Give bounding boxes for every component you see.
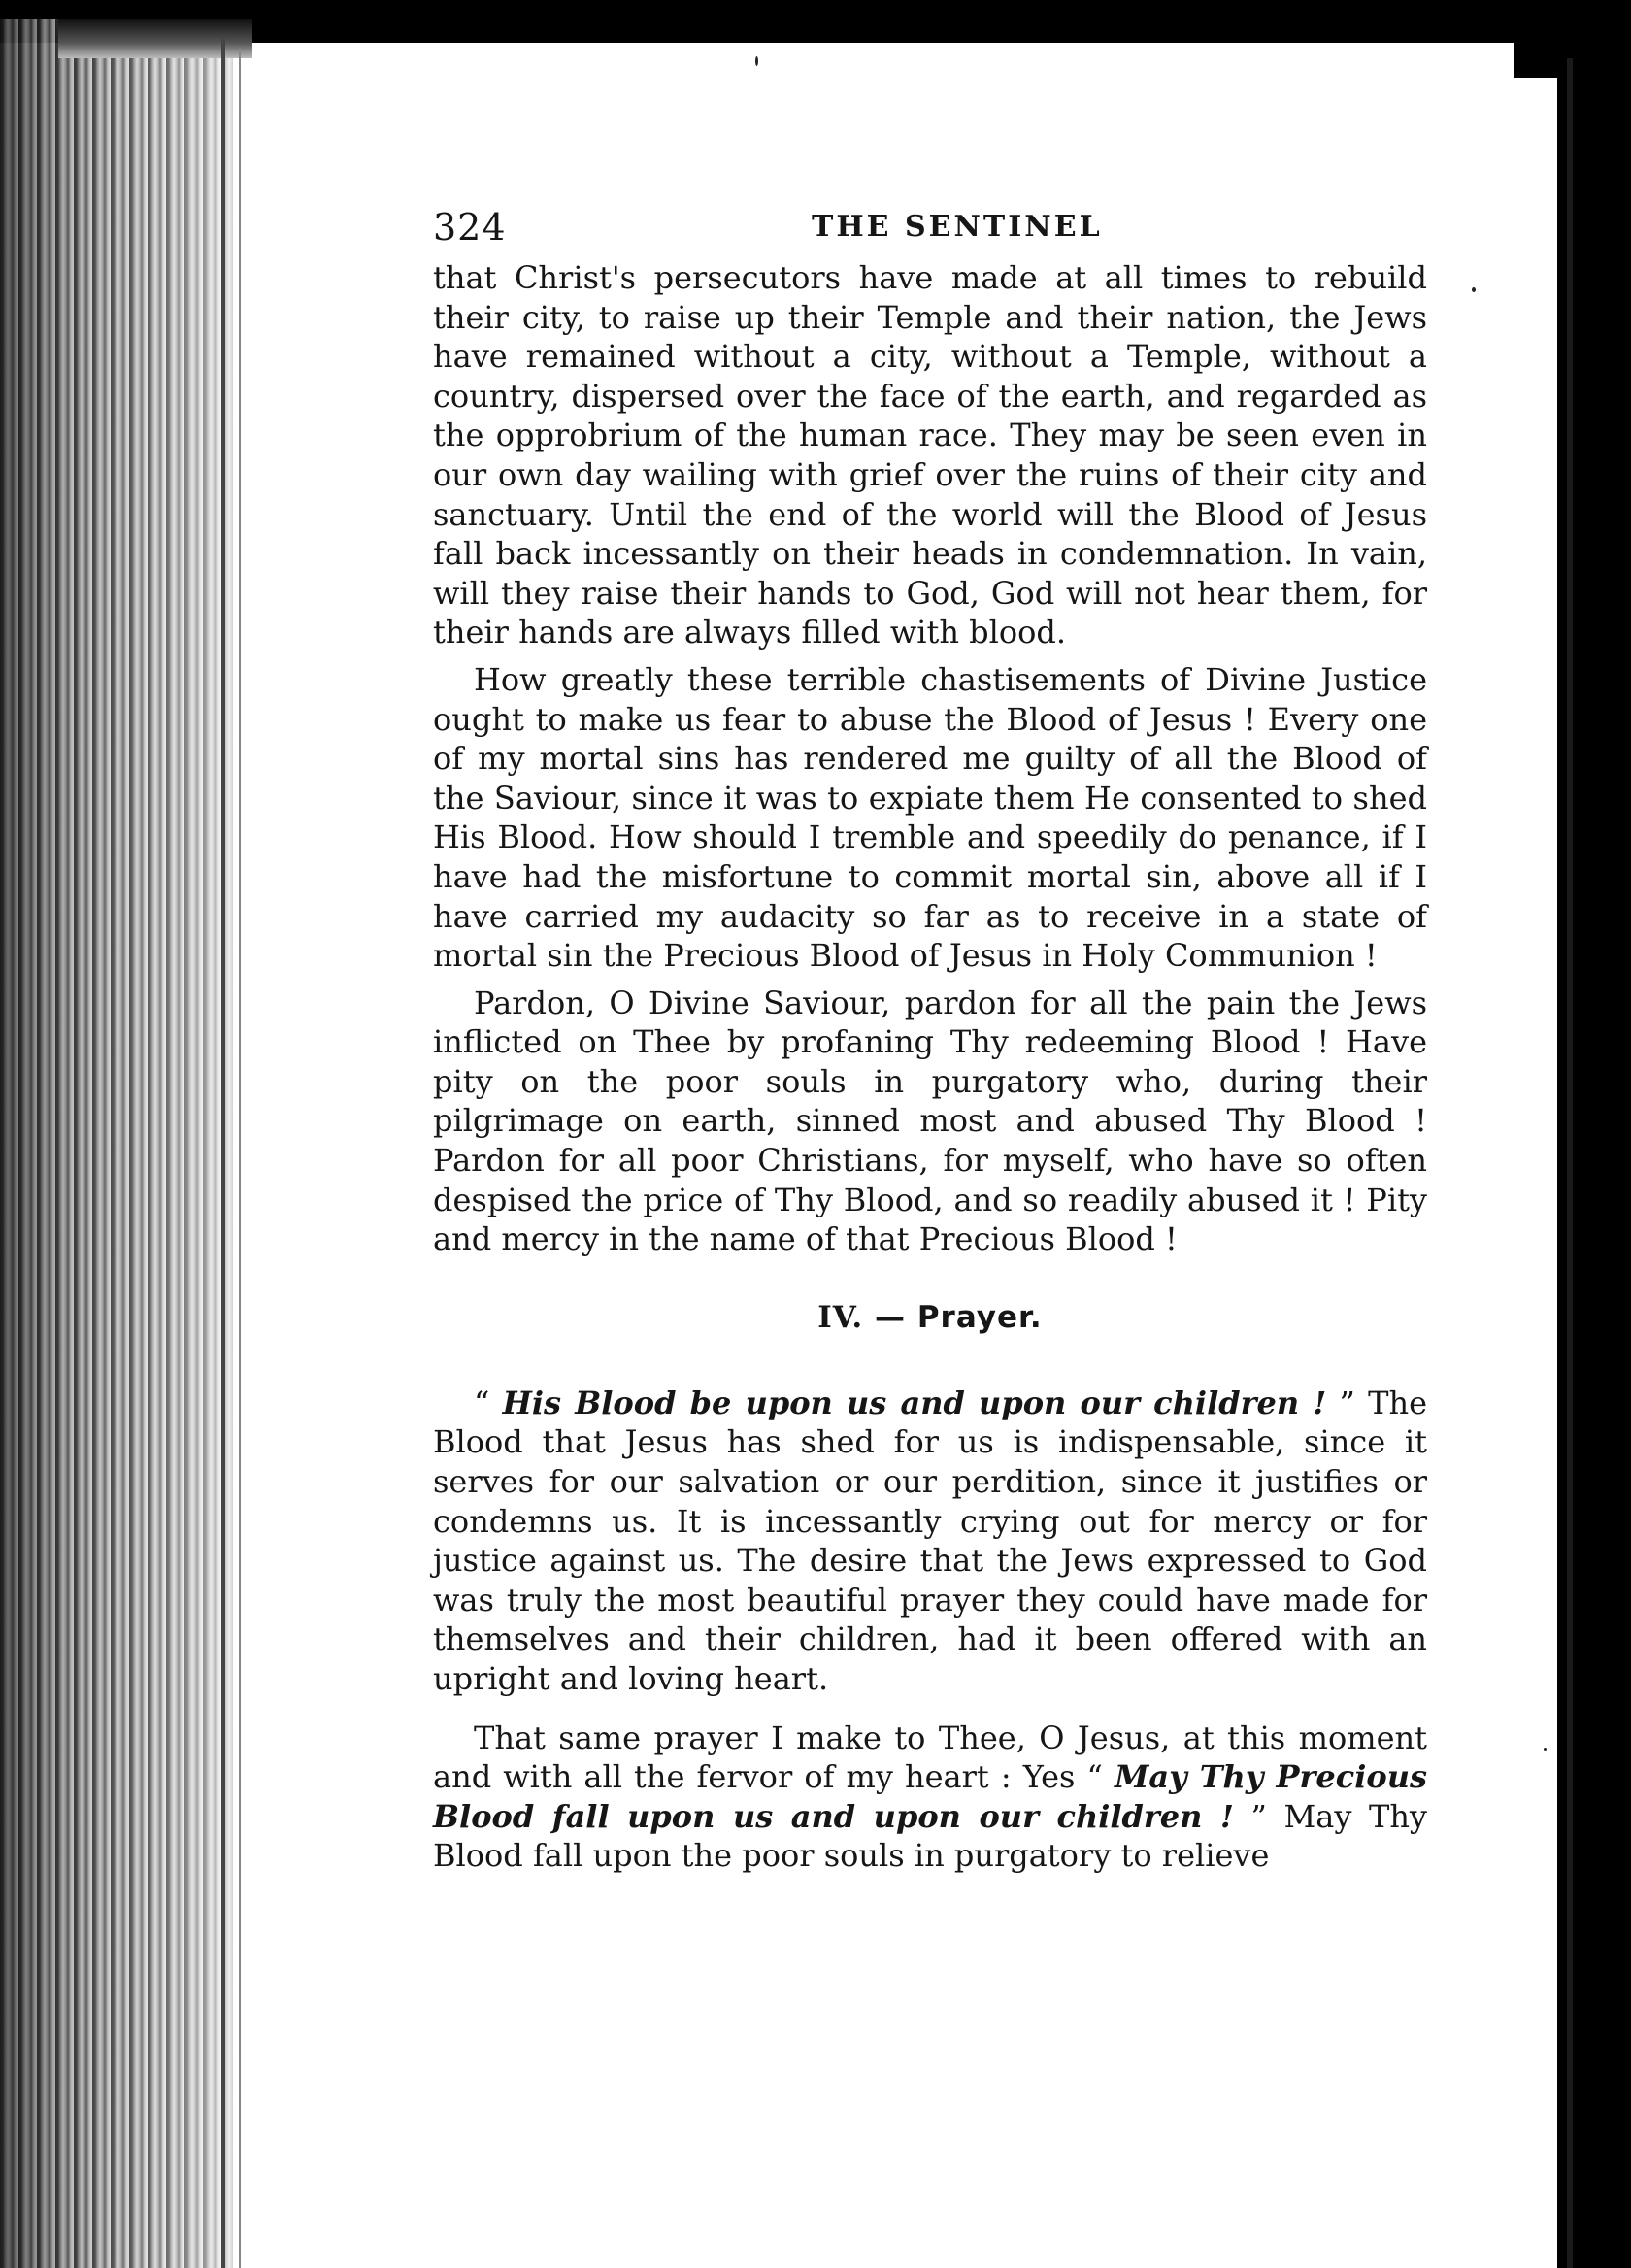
quote-open: “: [474, 1384, 503, 1421]
quotation-his-blood: His Blood be upon us and upon our children !: [502, 1384, 1327, 1421]
gutter-line-inner: [239, 49, 241, 2268]
paragraph-same-prayer: [433, 1718, 1427, 1876]
paragraph-pardon: Pardon, O Divine Saviour, pardon for all the pain the Jews inflicted on Thee by profaning Thy redeeming Blood ! Have pity on the poor souls in purgatory who, during their pilgrimage on earth, sinned most and abused Thy Blood ! Pardon for all poor Christians, for myself, who have so often despised the price of Thy Blood, and so readily abused it ! Pity and mercy in the name of that Precious Blood !: [433, 984, 1427, 1258]
paragraph-divine-justice: How greatly these terrible chastisements of Divine Justice ought to make us fear to abuse the Blood of Jesus ! Every one of my mortal sins has rendered me guilty of all the Blood of the Saviour, since it was to expiate them He consented to shed His Blood. How should I tremble and speedily do penance, if I have had the misfortune to commit mortal sin, above all if I have carried my audacity so far as to receive in a state of mortal sin the Precious Blood of Jesus in Holy Communion !: [433, 660, 1427, 975]
prayer-intro-text: The Blood that Jesus has shed for us is indispensable, since it serves for our salvation or our perdition, since it justifies or condemns us. It is incessantly crying out for mercy or for justice against us. The desire that the Jews expressed to God was truly the most beautiful prayer they could have made for themselves and their children, had it been offered with an upright and loving heart.: [433, 1384, 1428, 1697]
quotation-may-thy-blood: May Thy Precious Blood fall upon us and upon our children !: [433, 1758, 1428, 1835]
paragraph-prayer-intro: [433, 1384, 1427, 1699]
dust-speck: [1472, 287, 1476, 292]
paragraph-continued: that Christ's persecutors have made at all times to rebuild their city, to raise up their Temple and their nation, the Jews have remained without a city, without a Temple, without a country, dispersed over the face of the earth, and regarded as the opprobrium of the human race. They may be seen even in our own day wailing with grief over the ruins of their city and sanctuary. Until the end of the world will the Blood of Jesus fall back incessantly on their heads in condemnation. In vain, will they raise their hands to God, God will not hear them, for their hands are always filled with blood.: [433, 259, 1427, 651]
section-number: IV.: [817, 1299, 864, 1335]
section-title: — Prayer.: [875, 1299, 1043, 1335]
section-heading: [433, 1300, 1427, 1335]
same-prayer-start: That same prayer I make to Thee, O Jesus, at this moment and with all the fervor of my heart : Yes “: [433, 1718, 1427, 1796]
page-stack-shading: [0, 19, 233, 2268]
quote-close: ”: [1326, 1384, 1369, 1421]
dust-speck: [755, 56, 758, 66]
same-prayer-end: ” May Thy Blood fall upon the poor souls in purgatory to relieve: [433, 1797, 1428, 1875]
page-number: 324: [433, 206, 507, 249]
dust-speck: [1544, 1748, 1547, 1751]
gutter-line: [221, 39, 225, 2268]
running-head: [433, 206, 1427, 258]
page-body: [433, 206, 1427, 1876]
scan-border-right-edge: [1567, 58, 1573, 2268]
running-title: THE SENTINEL: [812, 210, 1103, 244]
